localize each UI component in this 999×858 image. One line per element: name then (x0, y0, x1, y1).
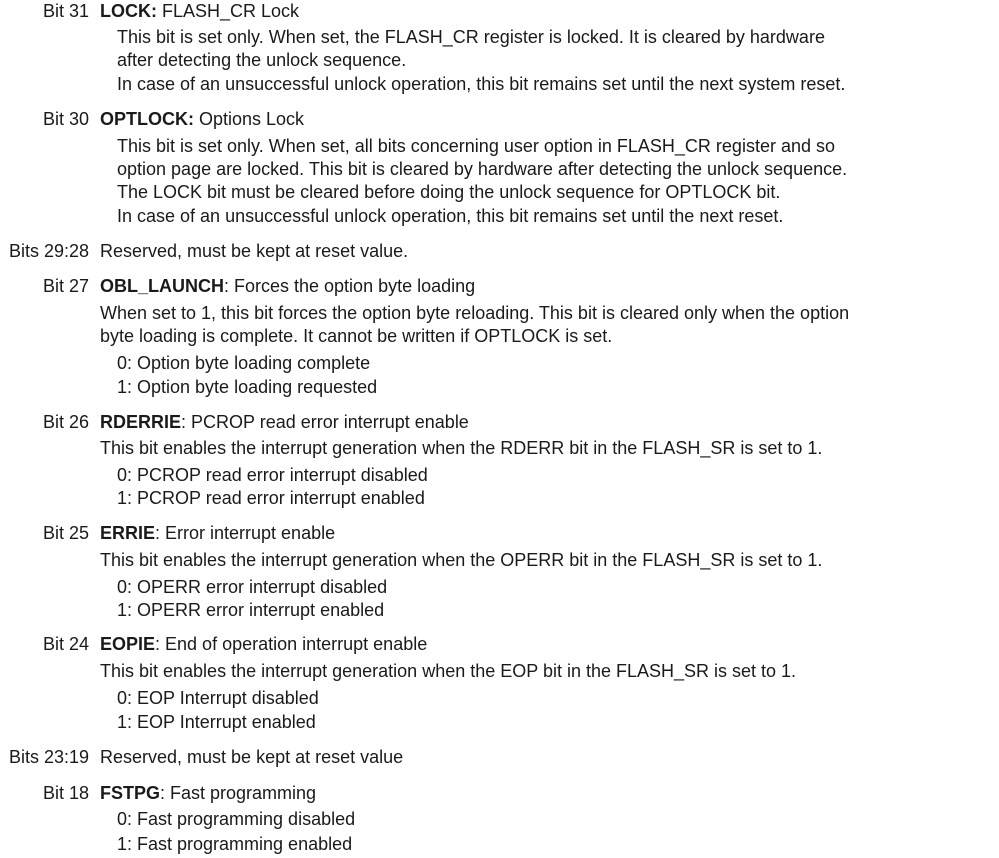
optlock-desc-line-2: option page are locked. This bit is cleared by hardware after detecting the unlock sequence. (117, 159, 848, 179)
eopie-desc-line-1: This bit enables the interrupt generation when the EOP bit in the FLASH_SR is set to 1. (100, 661, 797, 681)
field-title-obl-launch: : Forces the option byte loading (224, 276, 476, 296)
field-name-lock: LOCK: (100, 1, 157, 21)
field-name-eopie: EOPIE (100, 634, 156, 654)
bit-label-31: Bit 31 (42, 1, 89, 21)
errie-value-1: 1: OPERR error interrupt enabled (117, 600, 385, 620)
obl-launch-value-0: 0: Option byte loading complete (117, 353, 371, 373)
bit-label-23-19: Bits 23:19 (8, 747, 89, 767)
field-heading-eopie (100, 633, 427, 655)
fstpg-value-0: 0: Fast programming disabled (117, 809, 356, 829)
reserved-23-19-text: Reserved, must be kept at reset value (100, 747, 404, 767)
fstpg-value-1: 1: Fast programming enabled (117, 834, 353, 854)
obl-launch-value-1: 1: Option byte loading requested (117, 377, 378, 397)
errie-desc-line-1: This bit enables the interrupt generation when the OPERR bit in the FLASH_SR is set to 1. (100, 550, 823, 570)
field-name-optlock: OPTLOCK: (100, 109, 194, 129)
rderrie-desc-line-1: This bit enables the interrupt generation when the RDERR bit in the FLASH_SR is set to 1. (100, 438, 823, 458)
bit-label-18: Bit 18 (42, 783, 89, 803)
reserved-29-28-text: Reserved, must be kept at reset value. (100, 241, 409, 261)
lock-desc-line-1: This bit is set only. When set, the FLASH_CR register is locked. It is cleared by hardware (117, 27, 825, 47)
field-title-rderrie: : PCROP read error interrupt enable (181, 412, 469, 432)
bit-label-24: Bit 24 (42, 634, 89, 654)
optlock-desc-line-4: In case of an unsuccessful unlock operation, this bit remains set until the next reset. (117, 206, 784, 226)
field-name-obl-launch: OBL_LAUNCH (100, 276, 224, 296)
field-title-eopie: : End of operation interrupt enable (155, 634, 428, 654)
bit-label-26: Bit 26 (42, 412, 89, 432)
rderrie-value-1: 1: PCROP read error interrupt enabled (117, 488, 425, 508)
obl-launch-desc-line-1: When set to 1, this bit forces the option byte reloading. This bit is cleared only when the option (100, 303, 850, 323)
field-heading-lock (100, 0, 299, 22)
bit-label-25: Bit 25 (42, 523, 89, 543)
rderrie-value-0: 0: PCROP read error interrupt disabled (117, 465, 428, 485)
field-title-lock: FLASH_CR Lock (157, 1, 300, 21)
field-heading-fstpg (100, 782, 316, 804)
field-heading-rderrie (100, 411, 469, 433)
obl-launch-desc-line-2: byte loading is complete. It cannot be written if OPTLOCK is set. (100, 326, 613, 346)
field-title-optlock: Options Lock (194, 109, 305, 129)
field-heading-errie (100, 522, 335, 544)
field-name-errie: ERRIE (100, 523, 156, 543)
field-heading-obl-launch (100, 275, 475, 297)
bit-label-29-28: Bits 29:28 (8, 241, 89, 261)
bit-label-27: Bit 27 (42, 276, 89, 296)
lock-desc-line-3: In case of an unsuccessful unlock operation, this bit remains set until the next system reset. (117, 74, 846, 94)
field-heading-optlock (100, 108, 304, 130)
field-title-fstpg: : Fast programming (160, 783, 317, 803)
eopie-value-1: 1: EOP Interrupt enabled (117, 712, 316, 732)
field-name-fstpg: FSTPG (100, 783, 161, 803)
bit-label-30: Bit 30 (42, 109, 89, 129)
eopie-value-0: 0: EOP Interrupt disabled (117, 688, 319, 708)
field-title-errie: : Error interrupt enable (155, 523, 336, 543)
field-name-rderrie: RDERRIE (100, 412, 182, 432)
errie-value-0: 0: OPERR error interrupt disabled (117, 577, 388, 597)
optlock-desc-line-1: This bit is set only. When set, all bits concerning user option in FLASH_CR register and so (117, 136, 835, 156)
lock-desc-line-2: after detecting the unlock sequence. (117, 50, 407, 70)
optlock-desc-line-3: The LOCK bit must be cleared before doing the unlock sequence for OPTLOCK bit. (117, 182, 781, 202)
